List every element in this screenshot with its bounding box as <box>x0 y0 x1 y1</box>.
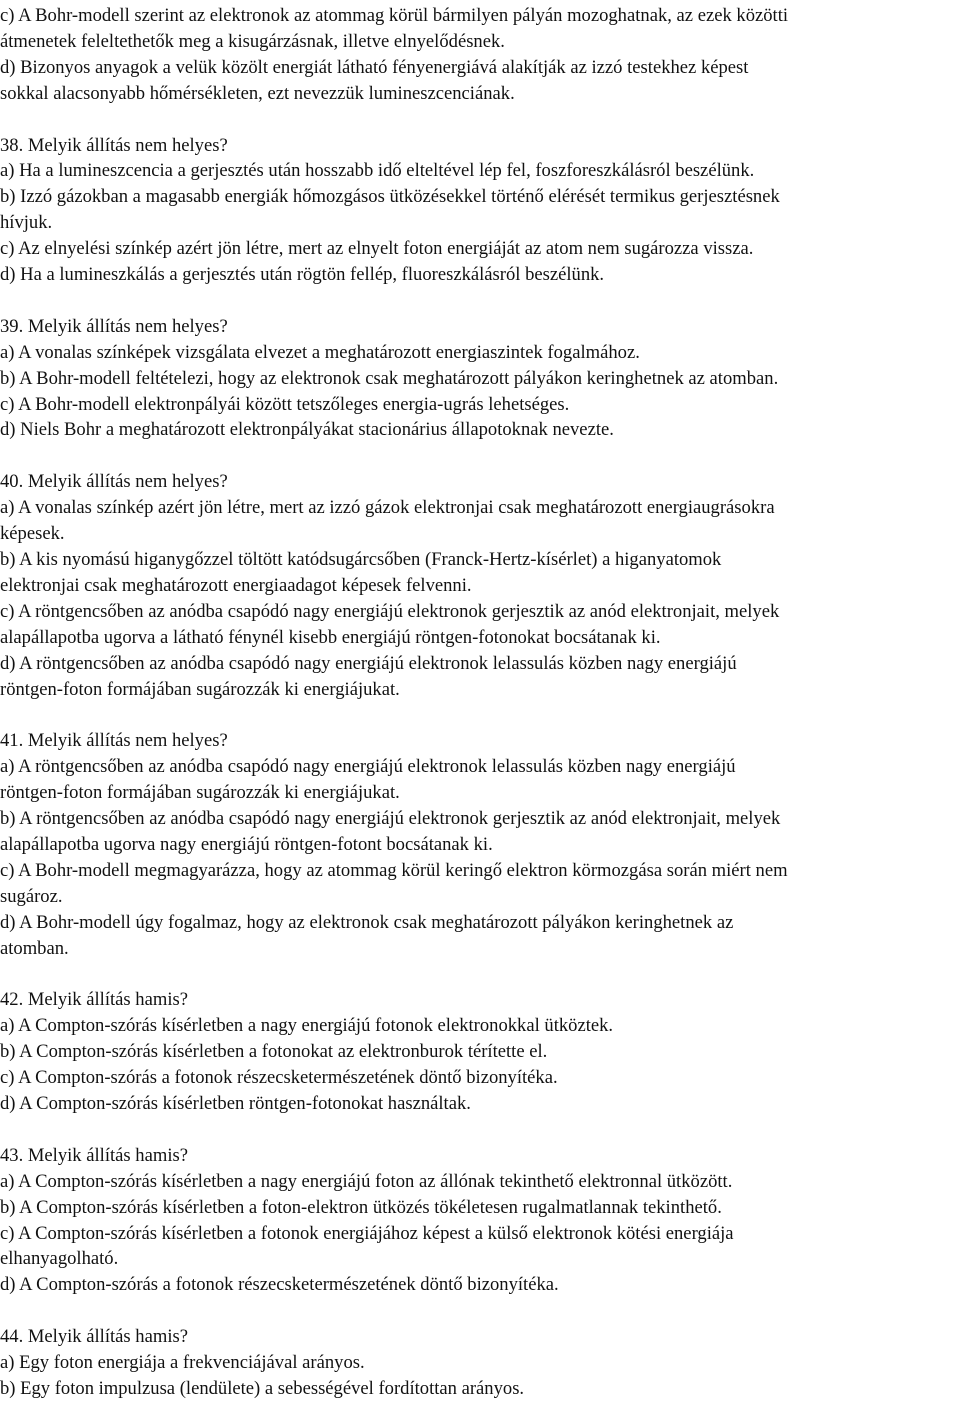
answer-option-continuation: hívjuk. <box>0 212 53 234</box>
text-block-continuation <box>0 3 958 107</box>
answer-option: a) A Compton-szórás kísérletben a nagy energiájú foton az állónak tekinthető elektronnal ütközött. <box>0 1170 733 1192</box>
question-heading: 41. Melyik állítás nem helyes? <box>0 730 228 752</box>
answer-option: b) A Bohr-modell feltételezi, hogy az elektronok csak meghatározott pályákon keringhetnek az atomban. <box>0 367 779 389</box>
question-43 <box>0 1143 958 1298</box>
answer-option: b) A kis nyomású higanygőzzel töltött katódsugárcsőben (Franck-Hertz-kísérlet) a higanyatomok <box>0 548 722 570</box>
answer-option: c) A röntgencsőben az anódba csapódó nagy energiájú elektronok gerjesztik az anód elektronjait, melyek <box>0 600 780 622</box>
question-heading: 38. Melyik állítás nem helyes? <box>0 134 228 156</box>
answer-option: c) Az elnyelési színkép azért jön létre, mert az elnyelt foton energiáját az atom nem sugározza vissza. <box>0 238 754 260</box>
answer-option: a) A Compton-szórás kísérletben a nagy energiájú fotonok elektronokkal ütköztek. <box>0 1015 614 1037</box>
answer-option-continuation: átmenetek feleltethetők meg a kisugárzásnak, illetve elnyelődésnek. <box>0 30 505 52</box>
answer-option: a) A vonalas színképek vizsgálata elvezet a meghatározott energiaszintek fogalmához. <box>0 341 640 363</box>
question-heading: 43. Melyik állítás hamis? <box>0 1144 188 1166</box>
answer-option: d) Ha a lumineszkálás a gerjesztés után rögtön fellép, fluoreszkálásról beszélünk. <box>0 264 605 286</box>
answer-option: b) Izzó gázokban a magasabb energiák hőmozgásos ütközésekkel történő elérését termikus gerjesztésnek <box>0 186 780 208</box>
answer-option-continuation: sugároz. <box>0 885 63 907</box>
answer-option: d) A Compton-szórás kísérletben röntgen-fotonokat használtak. <box>0 1092 471 1114</box>
answer-option: b) Egy foton impulzusa (lendülete) a sebességével fordítottan arányos. <box>0 1377 525 1399</box>
question-40 <box>0 469 958 702</box>
answer-option-continuation: alapállapotba ugorva nagy energiájú röntgen-fotont bocsátanak ki. <box>0 833 493 855</box>
answer-option: d) A Bohr-modell úgy fogalmaz, hogy az elektronok csak meghatározott pályákon keringhetnek az <box>0 911 734 933</box>
question-heading: 39. Melyik állítás nem helyes? <box>0 315 228 337</box>
answer-option-continuation: képesek. <box>0 523 65 545</box>
answer-option: a) A vonalas színkép azért jön létre, mert az izzó gázok elektronjai csak meghatározott energiaugrásokra <box>0 497 775 519</box>
answer-option-continuation: röntgen-foton formájában sugározzák ki energiájukat. <box>0 678 400 700</box>
answer-option: c) A Bohr-modell megmagyarázza, hogy az atommag körül keringő elektron körmozgása során miért nem <box>0 859 788 881</box>
answer-option: a) Ha a lumineszcencia a gerjesztés után hosszabb idő elteltével lép fel, foszforeszkálásról beszélünk. <box>0 160 755 182</box>
question-41 <box>0 728 958 961</box>
answer-option: c) A Compton-szórás a fotonok részecsketermészetének döntő bizonyítéka. <box>0 1067 558 1089</box>
question-38 <box>0 133 958 288</box>
answer-option: c) A Bohr-modell elektronpályái között tetszőleges energia-ugrás lehetséges. <box>0 393 570 415</box>
question-42 <box>0 987 958 1117</box>
answer-option: b) A Compton-szórás kísérletben a foton-elektron ütközés tökéletesen rugalmatlannak tekinthető. <box>0 1196 722 1218</box>
answer-option: a) A röntgencsőben az anódba csapódó nagy energiájú elektronok lelassulás közben nagy energiájú <box>0 756 736 778</box>
question-heading: 40. Melyik állítás nem helyes? <box>0 471 228 493</box>
question-39 <box>0 314 958 444</box>
answer-option-continuation: elektronjai csak meghatározott energiaadagot képesek felvenni. <box>0 574 472 596</box>
answer-option: d) A Compton-szórás a fotonok részecsketermészetének döntő bizonyítéka. <box>0 1274 559 1296</box>
answer-option: d) A röntgencsőben az anódba csapódó nagy energiájú elektronok lelassulás közben nagy energiájú <box>0 652 737 674</box>
answer-option-continuation: röntgen-foton formájában sugározzák ki energiájukat. <box>0 782 400 804</box>
answer-option: c) A Bohr-modell szerint az elektronok az atommag körül bármilyen pályán mozoghatnak, az ezek közötti <box>0 5 789 26</box>
answer-option: d) Bizonyos anyagok a velük közölt energiát látható fényenergiává alakítják az izzó testekhez képest <box>0 56 749 78</box>
answer-option-continuation: elhanyagolható. <box>0 1248 119 1270</box>
answer-option: b) A Compton-szórás kísérletben a fotonokat az elektronburok térítette el. <box>0 1041 548 1063</box>
answer-option: b) A röntgencsőben az anódba csapódó nagy energiájú elektronok gerjesztik az anód elektronjait, melyek <box>0 808 781 830</box>
answer-option-continuation: alapállapotba ugorva a látható fénynél kisebb energiájú röntgen-fotonokat bocsátanak ki. <box>0 626 661 648</box>
answer-option-continuation: sokkal alacsonyabb hőmérsékleten, ezt nevezzük lumineszcenciának. <box>0 82 515 104</box>
question-heading: 42. Melyik állítás hamis? <box>0 989 188 1011</box>
answer-option: d) Niels Bohr a meghatározott elektronpályákat stacionárius állapotoknak nevezte. <box>0 419 614 441</box>
answer-option-continuation: atomban. <box>0 937 69 959</box>
question-44 <box>0 1324 958 1402</box>
answer-option: a) Egy foton energiája a frekvenciájával arányos. <box>0 1352 365 1374</box>
question-heading: 44. Melyik állítás hamis? <box>0 1326 188 1348</box>
answer-option: c) A Compton-szórás kísérletben a fotonok energiájához képest a külső elektronok kötési energiája <box>0 1222 734 1244</box>
